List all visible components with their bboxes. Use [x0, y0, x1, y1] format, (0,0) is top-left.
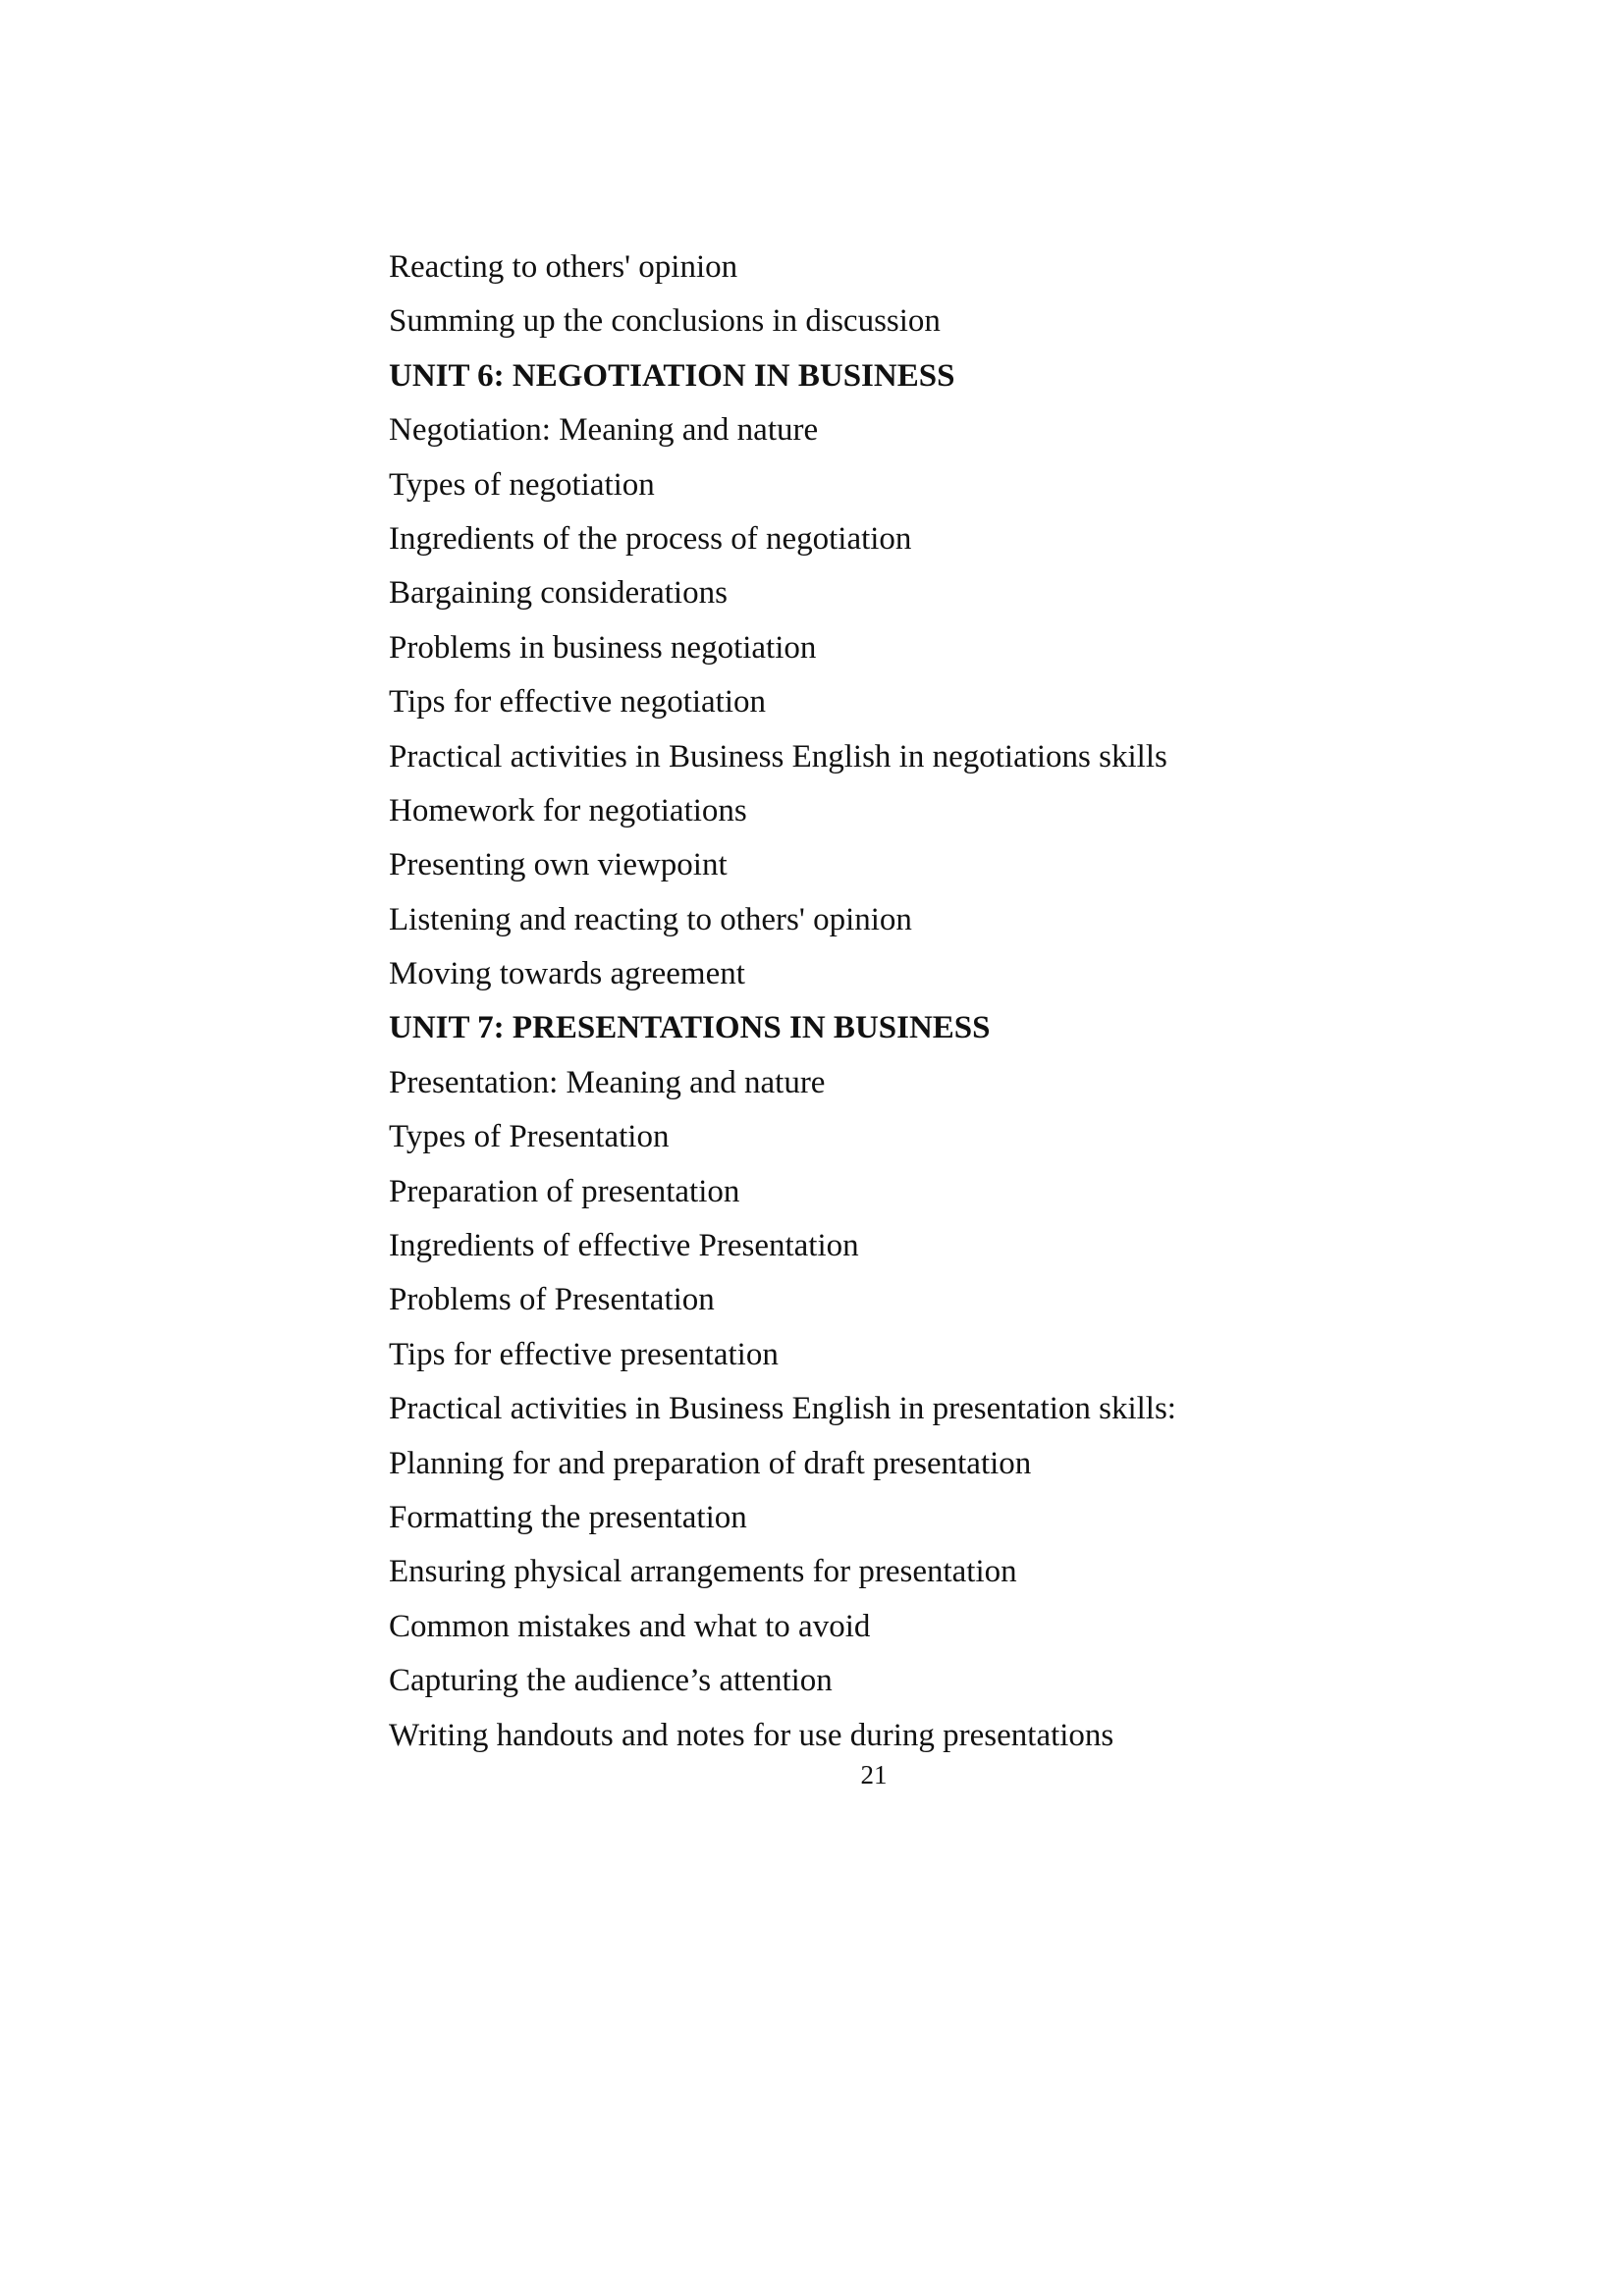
list-item: Practical activities in Business English in negotiations skills — [389, 738, 1167, 774]
page-number: 21 — [860, 1760, 888, 1789]
list-item: Moving towards agreement — [389, 956, 745, 992]
list-item: Problems of Presentation — [389, 1282, 715, 1318]
list-item: Ingredients of effective Presentation — [389, 1228, 859, 1264]
list-item: Reacting to others' opinion — [389, 249, 738, 285]
list-item: Formatting the presentation — [389, 1499, 747, 1535]
list-item: Tips for effective negotiation — [389, 684, 767, 721]
list-item: Listening and reacting to others' opinion — [389, 901, 912, 937]
syllabus-list — [389, 243, 1390, 1766]
unit-heading: UNIT 6: NEGOTIATION IN BUSINESS — [389, 357, 955, 394]
list-item: Practical activities in Business English in presentation skills: — [389, 1391, 1176, 1427]
list-item: Preparation of presentation — [389, 1173, 740, 1209]
list-item: Summing up the conclusions in discussion — [389, 303, 941, 340]
list-item: Homework for negotiations — [389, 792, 747, 828]
list-item: Writing handouts and notes for use during presentations — [389, 1717, 1114, 1753]
list-item: Types of Presentation — [389, 1119, 670, 1155]
list-item: Ensuring physical arrangements for presentation — [389, 1554, 1017, 1590]
list-item: Presenting own viewpoint — [389, 847, 728, 883]
list-item: Tips for effective presentation — [389, 1336, 779, 1372]
unit-heading: UNIT 7: PRESENTATIONS IN BUSINESS — [389, 1010, 991, 1046]
list-item: Presentation: Meaning and nature — [389, 1064, 826, 1100]
list-item: Negotiation: Meaning and nature — [389, 412, 819, 449]
list-item: Bargaining considerations — [389, 575, 728, 612]
list-item: Problems in business negotiation — [389, 629, 817, 666]
list-item: Planning for and preparation of draft presentation — [389, 1445, 1032, 1481]
list-item: Capturing the audience’s attention — [389, 1663, 833, 1699]
list-item: Common mistakes and what to avoid — [389, 1608, 871, 1644]
list-item: Types of negotiation — [389, 466, 655, 503]
list-item: Ingredients of the process of negotiation — [389, 520, 912, 557]
